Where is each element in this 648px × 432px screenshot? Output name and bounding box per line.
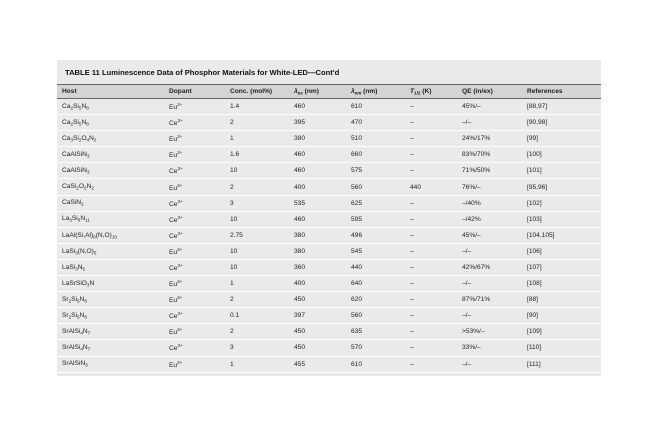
cell-refs: [103] — [522, 211, 601, 227]
cell-t: – — [405, 163, 457, 179]
cell-dopant: $Ce^{3+}$ — [164, 340, 225, 356]
cell-conc: 2 — [225, 324, 289, 340]
cell-t: – — [405, 243, 457, 259]
cell-lem: 610 — [346, 99, 405, 115]
cell-dopant: $Ce^{3+}$ — [164, 259, 225, 275]
table-row — [57, 99, 601, 115]
cell-host: $LaAl(Si,Al)_6(N,O)_{10}$ — [57, 227, 164, 243]
cell-lex: 360 — [289, 259, 346, 275]
table-row — [57, 147, 601, 163]
cell-refs: [109] — [522, 324, 601, 340]
cell-qe: 42%/67% — [457, 259, 522, 275]
cell-refs: [90,98] — [522, 115, 601, 131]
cell-refs: [100] — [522, 147, 601, 163]
header-lambda-ex-unit: (nm) — [302, 87, 319, 95]
header-t-half-sub: 1/2 — [414, 90, 421, 96]
table-caption: TABLE 11 Luminescence Data of Phosphor Materials for White-LED—Cont'd — [65, 68, 340, 77]
cell-dopant: $Eu^{2+}$ — [164, 147, 225, 163]
cell-refs: [110] — [522, 340, 601, 356]
table-row — [57, 115, 601, 131]
cell-conc: 2 — [225, 115, 289, 131]
cell-lex: 535 — [289, 195, 346, 211]
cell-qe: 87%/71% — [457, 292, 522, 308]
cell-lex: 380 — [289, 131, 346, 147]
cell-refs: [101] — [522, 163, 601, 179]
cell-t: – — [405, 131, 457, 147]
cell-lem: 510 — [346, 131, 405, 147]
cell-conc: 3 — [225, 195, 289, 211]
cell-dopant: $Eu^{2+}$ — [164, 99, 225, 115]
cell-conc: 10 — [225, 243, 289, 259]
cell-lex: 455 — [289, 356, 346, 372]
cell-t: – — [405, 308, 457, 324]
cell-conc: 3 — [225, 340, 289, 356]
cell-qe: –/– — [457, 356, 522, 372]
cell-conc: 1 — [225, 356, 289, 372]
cell-host: $SrAlSi_4N_7$ — [57, 340, 164, 356]
cell-host: CaAlSiN$_3$ — [57, 147, 164, 163]
cell-dopant: $Eu^{2+}$ — [164, 243, 225, 259]
cell-refs: [90] — [522, 308, 601, 324]
table-row — [57, 324, 601, 340]
cell-refs: [108] — [522, 276, 601, 292]
cell-qe: –/42% — [457, 211, 522, 227]
cell-lex: 450 — [289, 340, 346, 356]
cell-lem: 496 — [346, 227, 405, 243]
cell-lem: 560 — [346, 179, 405, 195]
table-row — [57, 211, 601, 227]
cell-dopant: $Eu^{2+}$ — [164, 292, 225, 308]
cell-refs: [88] — [522, 292, 601, 308]
cell-lem: 470 — [346, 115, 405, 131]
header-lambda-ex — [289, 85, 346, 99]
cell-host: $SrAlSi_4N_7$ — [57, 324, 164, 340]
cell-t: – — [405, 211, 457, 227]
cell-host: $Ca_2Si_5N_8$ — [57, 115, 164, 131]
table-panel — [57, 60, 601, 376]
cell-lem: 560 — [346, 308, 405, 324]
header-lambda-em-sub: em — [354, 90, 362, 96]
cell-lem: 545 — [346, 243, 405, 259]
cell-lem: 660 — [346, 147, 405, 163]
cell-lem: 570 — [346, 340, 405, 356]
cell-lem: 595 — [346, 211, 405, 227]
header-refs: References — [522, 85, 601, 99]
cell-conc: 2.75 — [225, 227, 289, 243]
cell-dopant: $Ce^{3+}$ — [164, 163, 225, 179]
cell-qe: 45%/– — [457, 99, 522, 115]
header-lambda-em-symbol: λ — [351, 87, 355, 95]
cell-conc: 1.6 — [225, 147, 289, 163]
cell-lex: 400 — [289, 276, 346, 292]
header-lambda-em-unit: (nm) — [361, 87, 378, 95]
cell-conc: 10 — [225, 211, 289, 227]
table-row — [57, 227, 601, 243]
header-lambda-ex-symbol: λ — [294, 87, 298, 95]
table-row — [57, 179, 601, 195]
cell-lex: 450 — [289, 292, 346, 308]
header-qe: QE (in/ex) — [457, 85, 522, 99]
cell-lex: 397 — [289, 308, 346, 324]
cell-lem: 440 — [346, 259, 405, 275]
cell-lem: 635 — [346, 324, 405, 340]
cell-t: – — [405, 227, 457, 243]
cell-t: 440 — [405, 179, 457, 195]
cell-t: – — [405, 195, 457, 211]
cell-qe: –/40% — [457, 195, 522, 211]
table-row — [57, 195, 601, 211]
cell-host: $La_3Si_6N_{11}$ — [57, 211, 164, 227]
header-lambda-em — [346, 85, 405, 99]
cell-host: $LaSi_3(N,O)_5$ — [57, 243, 164, 259]
cell-lem: 625 — [346, 195, 405, 211]
cell-lex: 460 — [289, 211, 346, 227]
table-row — [57, 243, 601, 259]
cell-dopant: $Eu^{2+}$ — [164, 276, 225, 292]
cell-host: $Ca_2Si_5N_8$ — [57, 99, 164, 115]
cell-host: CaAlSiN$_3$ — [57, 163, 164, 179]
cell-host: CaSiN$_2$ — [57, 195, 164, 211]
cell-t: – — [405, 115, 457, 131]
cell-qe: –/– — [457, 308, 522, 324]
cell-t: – — [405, 99, 457, 115]
cell-lem: 610 — [346, 356, 405, 372]
cell-t: – — [405, 147, 457, 163]
cell-conc: 10 — [225, 163, 289, 179]
cell-qe: 83%/70% — [457, 147, 522, 163]
cell-conc: 1 — [225, 131, 289, 147]
cell-qe: –/– — [457, 276, 522, 292]
header-t-half — [405, 85, 457, 99]
header-t-half-symbol: T — [410, 87, 415, 95]
cell-refs: [104,105] — [522, 227, 601, 243]
cell-refs: [102] — [522, 195, 601, 211]
cell-lem: 640 — [346, 276, 405, 292]
cell-lem: 575 — [346, 163, 405, 179]
cell-refs: [95,96] — [522, 179, 601, 195]
header-conc: Conc. (mol%) — [225, 85, 289, 99]
cell-host: $Sr_2Si_5N_8$ — [57, 308, 164, 324]
cell-dopant: $Ce^{3+}$ — [164, 211, 225, 227]
header-dopant: Dopant — [164, 85, 225, 99]
table-row — [57, 163, 601, 179]
cell-t: – — [405, 324, 457, 340]
cell-refs: [88,97] — [522, 99, 601, 115]
cell-t: – — [405, 259, 457, 275]
cell-dopant: $Eu^{2+}$ — [164, 324, 225, 340]
cell-lex: 450 — [289, 324, 346, 340]
cell-qe: 71%/50% — [457, 163, 522, 179]
cell-conc: 10 — [225, 259, 289, 275]
cell-conc: 2 — [225, 292, 289, 308]
cell-qe: 45%/– — [457, 227, 522, 243]
cell-conc: 1 — [225, 276, 289, 292]
header-row — [57, 85, 601, 99]
cell-lex: 460 — [289, 147, 346, 163]
cell-host: $LaSi_3N_5$ — [57, 259, 164, 275]
cell-qe: –/– — [457, 243, 522, 259]
table-row — [57, 308, 601, 324]
cell-conc: 0.1 — [225, 308, 289, 324]
cell-t: – — [405, 292, 457, 308]
cell-qe: –/– — [457, 115, 522, 131]
cell-host: $CaSi_2O_2N_2$ — [57, 179, 164, 195]
cell-host: SrAlSiN$_3$ — [57, 356, 164, 372]
cell-lex: 460 — [289, 163, 346, 179]
cell-dopant: $Ce^{3+}$ — [164, 195, 225, 211]
cell-host: LaSrSiO$_3$N — [57, 276, 164, 292]
cell-qe: 33%/– — [457, 340, 522, 356]
phosphor-table — [57, 84, 601, 373]
cell-lex: 380 — [289, 227, 346, 243]
cell-t: – — [405, 276, 457, 292]
table-row — [57, 340, 601, 356]
table-body — [57, 99, 601, 373]
cell-qe: 24%/17% — [457, 131, 522, 147]
cell-dopant: $Eu^{2+}$ — [164, 179, 225, 195]
cell-refs: [106] — [522, 243, 601, 259]
cell-lex: 400 — [289, 179, 346, 195]
cell-host: $Ca_3Si_2O_4N_2$ — [57, 131, 164, 147]
table-row — [57, 292, 601, 308]
cell-dopant: $Ce^{3+}$ — [164, 227, 225, 243]
cell-lex: 460 — [289, 99, 346, 115]
cell-dopant: $Ce^{3+}$ — [164, 115, 225, 131]
cell-host: $Sr_2Si_5N_8$ — [57, 292, 164, 308]
cell-conc: 1.4 — [225, 99, 289, 115]
table-row — [57, 356, 601, 372]
header-host: Host — [57, 85, 164, 99]
cell-qe: 76%/– — [457, 179, 522, 195]
table-row — [57, 276, 601, 292]
cell-refs: [99] — [522, 131, 601, 147]
cell-dopant: $Eu^{2+}$ — [164, 356, 225, 372]
table-row — [57, 131, 601, 147]
cell-t: – — [405, 356, 457, 372]
cell-lex: 395 — [289, 115, 346, 131]
cell-dopant: $Ce^{3+}$ — [164, 308, 225, 324]
header-lambda-ex-sub: ex — [297, 90, 303, 96]
cell-refs: [111] — [522, 356, 601, 372]
cell-lex: 380 — [289, 243, 346, 259]
cell-conc: 2 — [225, 179, 289, 195]
cell-dopant: $Eu^{2+}$ — [164, 131, 225, 147]
cell-lem: 620 — [346, 292, 405, 308]
cell-t: – — [405, 340, 457, 356]
header-t-half-unit: (K) — [420, 87, 432, 95]
table-row — [57, 259, 601, 275]
cell-refs: [107] — [522, 259, 601, 275]
cell-qe: >53%/– — [457, 324, 522, 340]
